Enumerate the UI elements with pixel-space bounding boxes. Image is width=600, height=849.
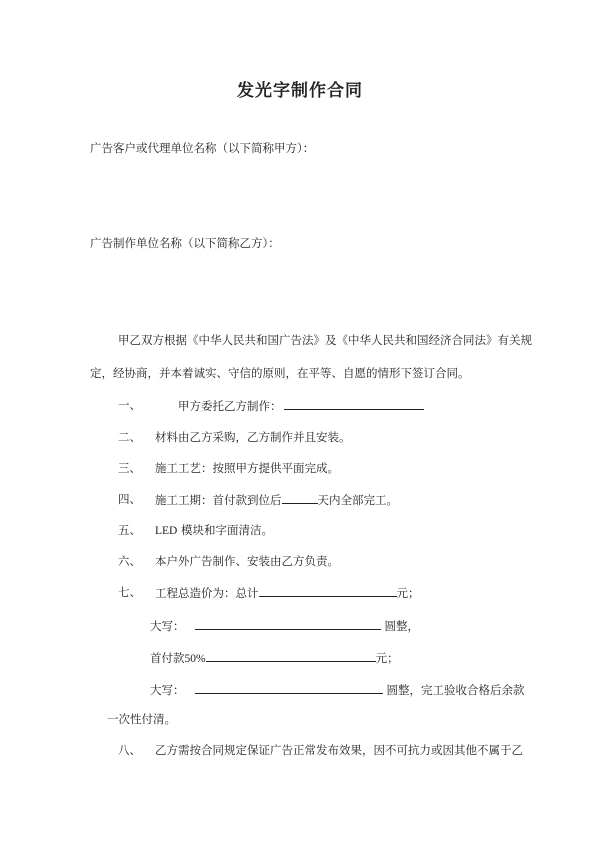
clause-4-number: 四、 [118,492,141,506]
duration-days-blank[interactable] [282,492,318,504]
price-words-blank[interactable] [195,618,381,630]
clause-2-text: 材料由乙方采购，乙方制作并且安装。 [155,430,351,444]
first-payment-words-line [150,682,525,697]
clause-5-number: 五、 [118,523,141,537]
clause-5-text: 模块和字面清洁。 [177,523,274,537]
first-payment-words-label: 大写： [150,683,185,697]
commission-blank[interactable] [284,398,424,410]
first-payment-label: 首付款 [150,651,185,665]
first-payment-words-blank[interactable] [195,682,383,694]
clause-7-number: 七、 [118,585,141,599]
first-payment-percent: 50% [184,653,206,665]
clause-6-text: 本户外广告制作、安装由乙方负责。 [155,554,339,568]
clause-7 [155,585,420,600]
clause-7-text-after: 元； [396,586,420,600]
clause-2-number: 二、 [118,430,141,444]
clause-8-text: 乙方需按合同规定保证广告正常发布效果，因不可抗力或因其他不属于乙 [155,743,523,757]
payment-continuation: 一次性付清。 [107,712,176,726]
party-a-label: 广告客户或代理单位名称（以下简称甲方）： [90,141,315,155]
clause-1-number: 一、 [118,398,141,412]
clause-5 [155,523,273,538]
clause-7-text-before: 工程总造价为：总计 [155,586,259,600]
party-b-label: 广告制作单位名称（以下简称乙方）： [90,236,280,250]
first-payment-words-suffix: 圆整，完工验收合格后余款 [386,683,525,697]
clause-5-led: LED [155,525,178,537]
clause-6-number: 六、 [118,554,141,568]
clause-4 [155,492,398,507]
total-price-blank[interactable] [259,585,397,597]
clause-4-text-before: 施工工期：首付款到位后 [155,493,282,507]
price-words-label: 大写： [150,619,185,633]
clause-8-number: 八、 [118,743,141,757]
clause-4-text-after: 天内全部完工。 [317,493,398,507]
document-title: 发光字制作合同 [237,81,363,101]
clause-1 [178,398,424,413]
first-payment-blank[interactable] [206,650,376,662]
clause-1-text: 甲方委托乙方制作： [178,399,282,413]
clause-3-number: 三、 [118,461,141,475]
clause-3-text: 施工工艺：按照甲方提供平面完成。 [155,461,339,475]
price-words-suffix: 圆整， [384,619,419,633]
first-payment-suffix: 元； [375,651,399,665]
intro-paragraph-line-1: 甲乙双方根据《中华人民共和国广告法》及《中华人民共和国经济合同法》有关规 [118,333,532,347]
price-words-line [150,618,419,633]
intro-paragraph-line-2: 定，经协商，并本着诚实、守信的原则，在平等、自愿的情形下签订合同。 [90,366,470,380]
first-payment-line [150,650,399,666]
